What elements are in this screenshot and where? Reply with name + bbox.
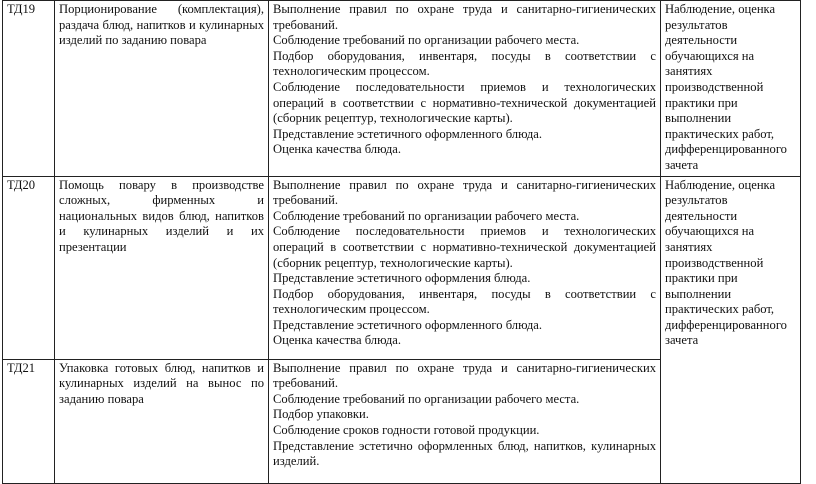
requirement-item: Выполнение правил по охране труда и санитарно-гигиенических требований. — [273, 177, 656, 208]
task-code: ТД20 — [3, 176, 55, 359]
task-code: ТД21 — [3, 359, 55, 483]
requirement-item: Представление эстетичного оформленного блюда. — [273, 317, 542, 332]
requirement-item: Представление эстетичного оформленного блюда. — [273, 126, 542, 141]
requirement-item: Представление эстетично оформленных блюд, напитков, кулинарных изделий. — [273, 438, 656, 469]
requirement-item: Соблюдение требований по организации рабочего места. — [273, 33, 580, 48]
requirements-list — [269, 1, 661, 177]
table-row — [3, 359, 801, 483]
task-code: ТД19 — [3, 1, 55, 177]
assessment-method: Наблюдение, оценка результатов деятельности обучающихся на занятиях производственной практики при выполнении практических работ, дифференцированного зачета — [661, 176, 801, 359]
requirement-item: Оценка качества блюда. — [273, 142, 401, 157]
assessment-method: Наблюдение, оценка результатов деятельности обучающихся на занятиях производственной практики при выполнении практических работ, дифференцированного зачета — [661, 1, 801, 177]
task-description: Упаковка готовых блюд, напитков и кулинарных изделий на вынос по заданию повара — [55, 359, 269, 483]
requirement-item: Соблюдение требований по организации рабочего места. — [273, 208, 580, 223]
requirement-item: Соблюдение сроков годности готовой продукции. — [273, 422, 540, 437]
competency-table — [2, 0, 801, 484]
requirement-item: Представление эстетичного оформления блюда. — [273, 271, 531, 286]
assessment-method — [661, 359, 801, 483]
table-row — [3, 176, 801, 359]
task-description: Порционирование (комплектация), раздача блюд, напитков и кулинарных изделий по заданию повара — [55, 1, 269, 177]
task-description: Помощь повару в производстве сложных, фирменных и национальных видов блюд, напитков и кулинарных изделий и их презентации — [55, 176, 269, 359]
requirement-item: Соблюдение последовательности приемов и технологических операций в соответствии с нормативно-технической документацией (сборник рецептур, технологические карты). — [273, 79, 656, 126]
table-row — [3, 1, 801, 177]
requirement-item: Соблюдение последовательности приемов и технологических операций в соответствии с нормативно-технической документацией (сборник рецептур, технологические карты). — [273, 224, 656, 270]
requirement-item: Подбор упаковки. — [273, 407, 369, 422]
requirement-item: Подбор оборудования, инвентаря, посуды в соответствии с технологическим процессом. — [273, 286, 656, 317]
requirements-list — [269, 176, 661, 359]
requirement-item: Выполнение правил по охране труда и санитарно-гигиенических требований. — [273, 360, 656, 391]
requirement-item: Подбор оборудования, инвентаря, посуды в соответствии с технологическим процессом. — [273, 48, 656, 79]
requirement-item: Выполнение правил по охране труда и санитарно-гигиенических требований. — [273, 2, 656, 32]
requirement-item: Оценка качества блюда. — [273, 333, 401, 348]
requirement-item: Соблюдение требований по организации рабочего места. — [273, 391, 580, 406]
requirements-list — [269, 359, 661, 483]
